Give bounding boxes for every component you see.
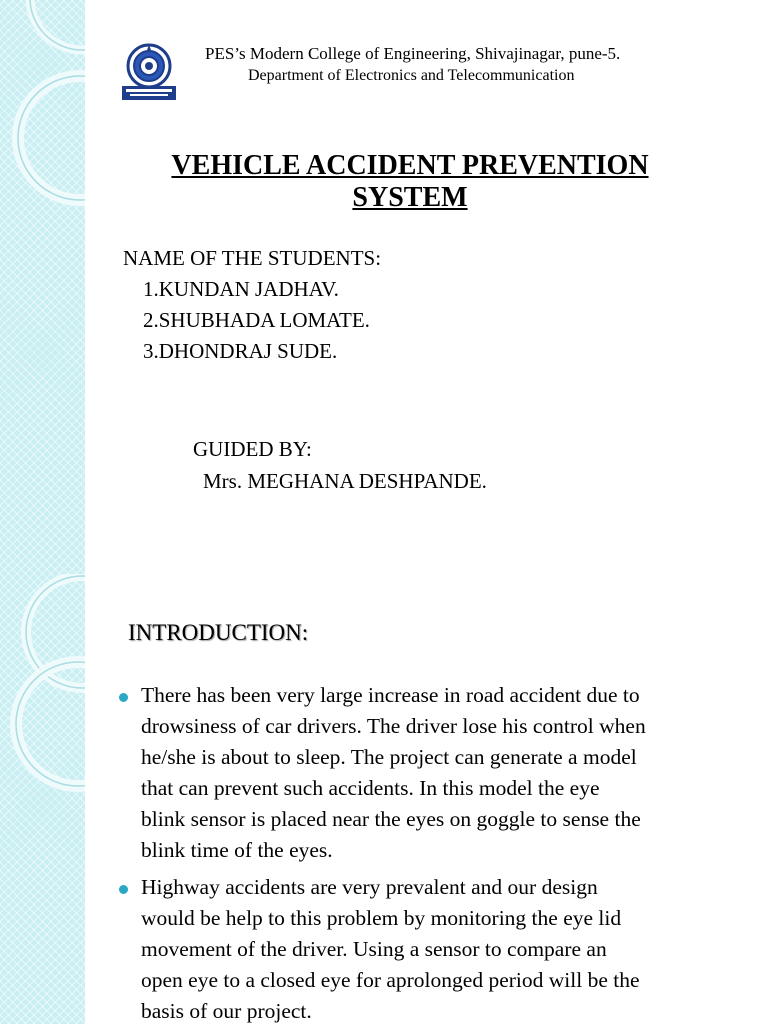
ring-decoration-icon: [0, 0, 85, 574]
bullet-item: Highway accidents are very prevalent and our design would be help to this problem by monitoring the eye lid movement of the driver. Using a sensor to compare an open eye to a closed eye for aprolonged period will be the basis of our project.: [118, 872, 748, 1024]
department-name: Department of Electronics and Telecommunication: [248, 67, 575, 84]
project-title: VEHICLE ACCIDENT PREVENTION SYSTEM: [171, 150, 649, 214]
introduction-bullets: [118, 680, 748, 1024]
introduction-slide: [0, 574, 768, 1024]
ring-decoration-icon: [0, 574, 85, 1024]
students-heading: NAME OF THE STUDENTS:: [123, 246, 382, 270]
college-name: PES’s Modern College of Engineering, Shivajinagar, pune-5.: [205, 44, 621, 63]
student-name: 2.SHUBHADA LOMATE.: [143, 308, 370, 332]
student-name: 3.DHONDRAJ SUDE.: [143, 339, 338, 363]
college-logo: [120, 42, 178, 102]
bullet-item: There has been very large increase in road accident due to drowsiness of car drivers. The driver lose his control when he/she is about to sleep. The project can generate a model that can prevent such accidents. In this model the eye blink sensor is placed near the eyes on goggle to sense the blink time of the eyes.: [118, 680, 748, 866]
introduction-heading: INTRODUCTION:: [128, 620, 309, 645]
guide-name: Mrs. MEGHANA DESHPANDE.: [203, 469, 487, 493]
student-name: 1.KUNDAN JADHAV.: [143, 277, 339, 301]
slide-side-stripe: [0, 574, 85, 1024]
slide-side-stripe: [0, 0, 85, 574]
guided-heading: GUIDED BY:: [193, 437, 312, 461]
